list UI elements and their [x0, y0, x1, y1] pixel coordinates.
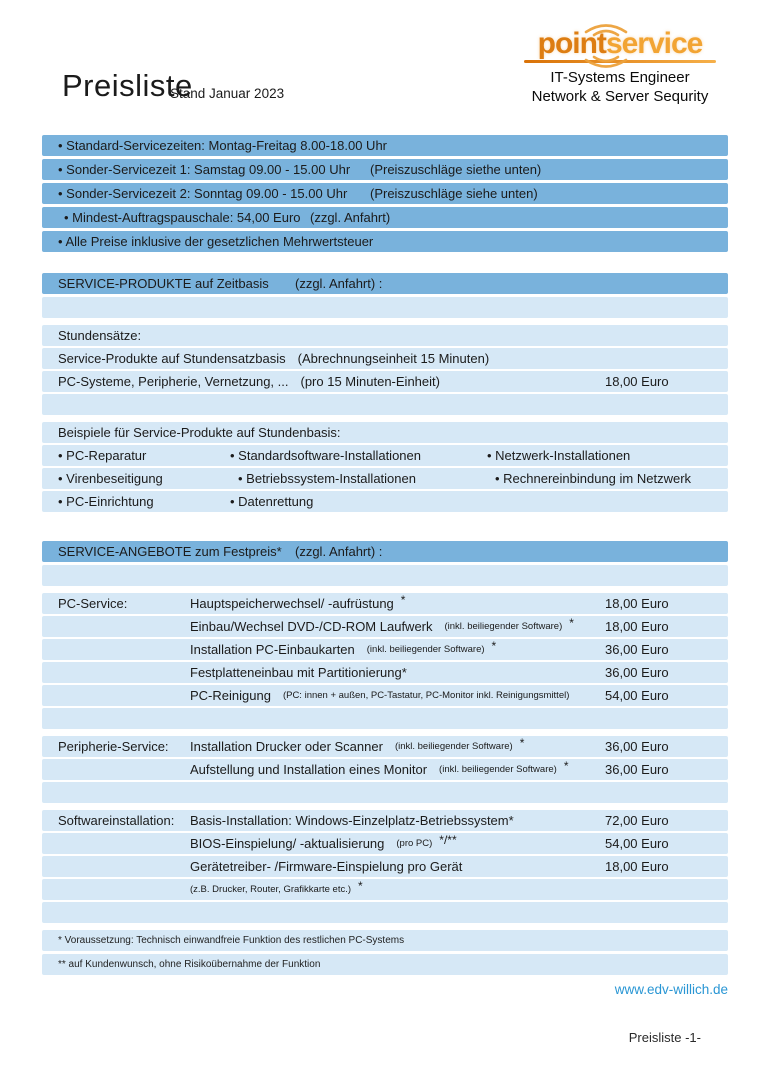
price-value: 36,00 Euro	[605, 665, 669, 680]
company-logo	[524, 26, 716, 106]
footnote-row	[42, 954, 728, 975]
example-item: • PC-Einrichtung	[58, 494, 154, 509]
spacer-row	[42, 708, 728, 729]
section-title: SERVICE-PRODUKTE auf Zeitbasis	[58, 276, 269, 291]
hourly-row-basis	[42, 348, 728, 369]
hourly-heading: Stundensätze:	[58, 328, 142, 343]
category-label: Softwareinstallation:	[58, 813, 175, 828]
info-bar-note: (Preiszuschläge siehe unten)	[370, 186, 538, 201]
spacer-row	[42, 297, 728, 318]
price-value: 72,00 Euro	[605, 813, 669, 828]
info-bar-service-hours	[42, 135, 728, 156]
section-header-time-based	[42, 273, 728, 294]
footnote-star: *	[358, 878, 363, 893]
info-bar-note: (Preiszuschläge siethe unten)	[370, 162, 542, 177]
example-item: • Standardsoftware-Installationen	[230, 448, 421, 463]
desc-text: Einbau/Wechsel DVD-/CD-ROM Laufwerk	[190, 619, 433, 634]
section-note: (zzgl. Anfahrt) :	[295, 544, 383, 559]
example-item: • Betriebssystem-Installationen	[238, 471, 416, 486]
desc-note: (z.B. Drucker, Router, Grafikkarte etc.)	[190, 884, 352, 895]
footnote-text: ** auf Kundenwunsch, ohne Risikoübernahme der Funktion	[58, 959, 321, 970]
price-value: 36,00 Euro	[605, 762, 669, 777]
service-description	[190, 735, 525, 754]
spacer-row	[42, 394, 728, 415]
desc-text: Festplatteneinbau mit Partitionierung*	[190, 665, 407, 680]
price-row	[42, 759, 728, 780]
price-value: 18,00 Euro	[605, 374, 669, 389]
price-value: 18,00 Euro	[605, 596, 669, 611]
example-item: • PC-Reparatur	[58, 448, 147, 463]
logo-word-service: service	[605, 27, 703, 60]
desc-text: Hauptspeicherwechsel/ -aufrüstung	[190, 596, 394, 611]
footnote-star: */**	[439, 832, 457, 847]
logo-tagline-2: Network & Server Sequrity	[531, 88, 709, 106]
examples-row	[42, 445, 728, 466]
desc-note: (pro PC)	[396, 838, 433, 849]
info-bar-minimum-fee	[42, 207, 728, 228]
website-row	[42, 982, 728, 997]
price-row	[42, 736, 728, 757]
footnote-star: *	[569, 615, 574, 630]
page-title: Preisliste	[62, 68, 193, 103]
info-bar-vat	[42, 231, 728, 252]
price-row	[42, 685, 728, 706]
spacer-row	[42, 782, 728, 803]
service-description	[190, 758, 569, 777]
spacer-row	[42, 565, 728, 586]
spacer	[42, 255, 728, 273]
desc-note: (inkl. beiliegender Software)	[444, 621, 563, 632]
spacer	[42, 514, 728, 541]
footnote-star: *	[519, 735, 525, 750]
desc-text: Installation PC-Einbaukarten	[190, 642, 355, 657]
service-description	[190, 688, 569, 703]
desc-text: Installation Drucker oder Scanner	[190, 739, 383, 754]
desc-note: (inkl. beiliegender Software)	[439, 764, 557, 775]
info-bar-text: • Sonder-Servicezeit 1: Samstag 09.00 - 15.00 Uhr	[58, 162, 351, 177]
service-description	[190, 878, 363, 897]
example-item: • Datenrettung	[230, 494, 314, 509]
desc-text: BIOS-Einspielung/ -aktualisierung	[190, 836, 385, 851]
example-item: • Netzwerk-Installationen	[487, 448, 631, 463]
info-bar-text: • Mindest-Auftragspauschale: 54,00 Euro	[64, 210, 301, 225]
price-value: 54,00 Euro	[605, 688, 669, 703]
footnote-text: * Voraussetzung: Technisch einwandfreie Funktion des restlichen PC-Systems	[58, 935, 405, 946]
info-bar-text: • Standard-Servicezeiten: Montag-Freitag 8.00-18.00 Uhr	[58, 138, 387, 153]
row-note: (Abrechnungseinheit 15 Minuten)	[297, 351, 490, 366]
examples-row	[42, 491, 728, 512]
section-note: (zzgl. Anfahrt) :	[295, 276, 383, 291]
price-row	[42, 639, 728, 660]
section-header-fixed-price	[42, 541, 728, 562]
desc-note: (inkl. beiliegender Software)	[394, 741, 513, 752]
hourly-heading-row	[42, 325, 728, 346]
footnote-row	[42, 930, 728, 951]
price-value: 18,00 Euro	[605, 859, 669, 874]
service-description	[190, 859, 462, 874]
logo-wordmark	[524, 26, 716, 62]
price-row	[42, 593, 728, 614]
page-number-label: Preisliste -1-	[628, 1030, 701, 1045]
service-description	[190, 813, 514, 828]
footnote-star: *	[563, 758, 569, 773]
desc-note: (inkl. beiliegender Software)	[366, 644, 485, 655]
service-description	[190, 638, 497, 657]
service-description	[190, 832, 457, 851]
footnote-star: *	[491, 638, 497, 653]
info-bar-note: (zzgl. Anfahrt)	[310, 210, 391, 225]
info-bar-text: • Sonder-Servicezeit 2: Sonntag 09.00 - 15.00 Uhr	[58, 186, 348, 201]
example-item: • Rechnereinbindung im Netzwerk	[495, 471, 692, 486]
row-note: (pro 15 Minuten-Einheit)	[300, 374, 440, 389]
document-body	[42, 135, 728, 997]
category-label: Peripherie-Service:	[58, 739, 169, 754]
price-value: 18,00 Euro	[605, 619, 669, 634]
service-description	[190, 665, 407, 680]
info-bar-text: • Alle Preise inklusive der gesetzlichen Mehrwertsteuer	[58, 234, 374, 249]
info-bar-special-1	[42, 159, 728, 180]
desc-text: Aufstellung und Installation eines Monitor	[190, 762, 428, 777]
price-row	[42, 616, 728, 637]
desc-text: PC-Reinigung	[190, 688, 271, 703]
row-text: Service-Produkte auf Stundensatzbasis	[58, 351, 286, 366]
logo-word-point: point	[537, 27, 606, 60]
price-row	[42, 833, 728, 854]
logo-tagline-1: IT-Systems Engineer	[550, 69, 690, 86]
price-row	[42, 662, 728, 683]
price-value: 36,00 Euro	[605, 642, 669, 657]
service-description	[190, 615, 574, 634]
desc-text: Gerätetreiber- /Firmware-Einspielung pro Gerät	[190, 859, 463, 874]
price-row	[42, 810, 728, 831]
examples-heading-row	[42, 422, 728, 443]
hourly-row-rate	[42, 371, 728, 392]
service-description	[190, 592, 406, 611]
desc-note: (PC: innen + außen, PC-Tastatur, PC-Monitor inkl. Reinigungsmittel)	[282, 690, 570, 701]
price-value: 36,00 Euro	[605, 739, 669, 754]
desc-text: Basis-Installation: Windows-Einzelplatz-Betriebssystem*	[190, 813, 514, 828]
category-label: PC-Service:	[58, 596, 128, 611]
info-bar-special-2	[42, 183, 728, 204]
examples-heading: Beispiele für Service-Produkte auf Stundenbasis:	[58, 425, 341, 440]
price-row	[42, 856, 728, 877]
section-title: SERVICE-ANGEBOTE zum Festpreis*	[58, 544, 282, 559]
price-value: 54,00 Euro	[605, 836, 669, 851]
spacer-row	[42, 902, 728, 923]
row-text: PC-Systeme, Peripherie, Vernetzung, ...	[58, 374, 289, 389]
example-item: • Virenbeseitigung	[58, 471, 163, 486]
website-link[interactable]: www.edv-willich.de	[614, 982, 728, 997]
date-note: Stand Januar 2023	[170, 86, 285, 101]
footnote-star: *	[400, 592, 406, 607]
price-row	[42, 879, 728, 900]
examples-row	[42, 468, 728, 489]
